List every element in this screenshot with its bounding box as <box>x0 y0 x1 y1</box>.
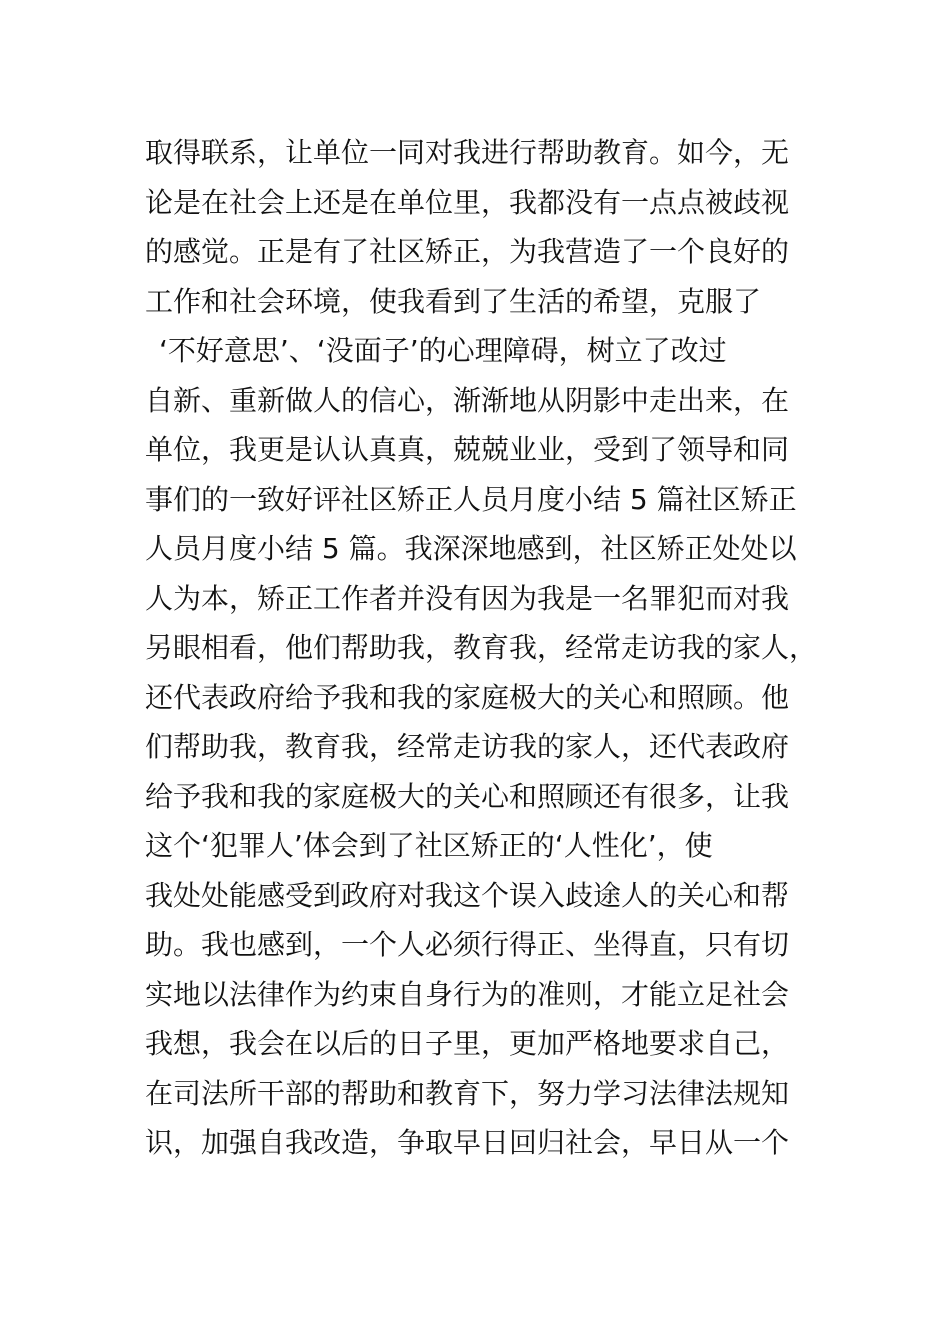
text-line: 事们的一致好评社区矫正人员月度小结 5 篇社区矫正 <box>145 482 797 516</box>
text-line: 单位，我更是认认真真，兢兢业业，受到了领导和同 <box>145 433 790 466</box>
text-line: ‘不好意思’、‘没面子’的心理障碍，树立了改过 <box>159 334 727 367</box>
text-line: 我想，我会在以后的日子里，更加严格地要求自己， <box>145 1027 790 1060</box>
text-line: 识，加强自我改造，争取早日回归社会，早日从一个 <box>145 1126 790 1159</box>
text-line: 自新、重新做人的信心，渐渐地从阴影中走出来，在 <box>145 383 790 417</box>
text-line: 们帮助我，教育我，经常走访我的家人，还代表政府 <box>145 730 790 763</box>
text-line: 另眼相看，他们帮助我，教育我，经常走访我的家人， <box>145 631 818 664</box>
text-line: 的感觉。正是有了社区矫正，为我营造了一个良好的 <box>145 235 790 268</box>
body-text <box>145 128 825 1168</box>
text-line: 取得联系，让单位一同对我进行帮助教育。如今，无 <box>145 136 790 169</box>
text-line: 实地以法律作为约束自身行为的准则，才能立足社会 <box>145 977 790 1011</box>
text-line: 人为本，矫正工作者并没有因为我是一名罪犯而对我 <box>145 581 790 615</box>
text-line: 我处处能感受到政府对我这个误入歧途人的关心和帮 <box>145 878 790 912</box>
text-line: 论是在社会上还是在单位里，我都没有一点点被歧视 <box>145 185 790 219</box>
text-line: 给予我和我的家庭极大的关心和照顾还有很多，让我 <box>145 779 790 813</box>
text-line: 工作和社会环境，使我看到了生活的希望，克服了 <box>145 284 762 318</box>
text-line: 在司法所干部的帮助和教育下，努力学习法律法规知 <box>145 1076 790 1110</box>
text-line: 助。我也感到，一个人必须行得正、坐得直，只有切 <box>145 928 790 961</box>
text-line: 人员月度小结 5 篇。我深深地感到，社区矫正处处以 <box>145 532 797 565</box>
text-line: 这个‘犯罪人’体会到了社区矫正的‘人性化’，使 <box>145 829 713 862</box>
text-line: 还代表政府给予我和我的家庭极大的关心和照顾。他 <box>145 680 790 714</box>
